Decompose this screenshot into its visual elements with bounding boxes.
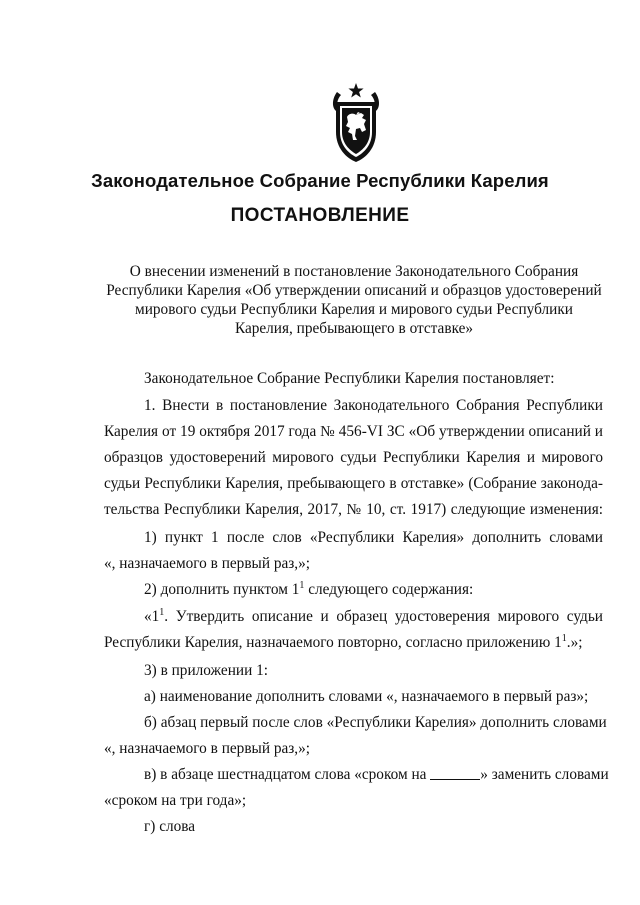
quote-text: . Утвердить описание и образец удостоверения мирового судьи <box>164 608 603 625</box>
paragraph-1-line: Карелия от 19 октября 2017 года № 456-VI ЗС «Об утверждении описаний и <box>104 423 603 440</box>
quote-superscript: 1 <box>159 607 165 618</box>
item-1-line: 1) пункт 1 после слов «Республики Карелия» дополнить словами <box>144 529 603 546</box>
paragraph-1-line: судьи Республики Карелия, пребывающего в отставке» (Собрание законода- <box>104 475 603 492</box>
document-subject <box>100 262 608 338</box>
item-3b-line: «, назначаемого в первый раз,»; <box>104 740 311 757</box>
item-3a-line: а) наименование дополнить словами «, назначаемого в первый раз»; <box>144 688 589 705</box>
coat-of-arms-of-karelia-emblem <box>328 82 384 164</box>
subject-line: О внесении изменений в постановление Законодательного Собрания <box>129 263 579 280</box>
subject-line: Карелия, пребывающего в отставке» <box>234 320 474 337</box>
quote-line-2-end: .»; <box>566 634 583 651</box>
item-3v-line <box>144 765 609 784</box>
subject-line: мирового судьи Республики Карелия и мирового судьи Республики <box>135 301 573 318</box>
subject-line: Республики Карелия «Об утверждении описаний и образцов удостоверений <box>106 282 602 299</box>
quote-line-2-text: Республики Карелия, назначаемого повторно, согласно приложению 1 <box>104 634 562 651</box>
paragraph-1-line: тельства Республики Карелия, 2017, № 10, ст. 1917) следующие изменения: <box>104 501 603 518</box>
organization-title: Законодательное Собрание Республики Карелия <box>91 170 549 191</box>
item-1-line: «, назначаемого в первый раз,»; <box>104 555 311 572</box>
item-2-text: 2) дополнить пунктом 1 <box>144 581 300 598</box>
item-3-line: 3) в приложении 1: <box>144 662 268 679</box>
quote-line-2 <box>104 633 603 652</box>
item-2-superscript: 1 <box>299 580 305 591</box>
intro-paragraph: Законодательное Собрание Республики Карелия постановляет: <box>144 370 555 387</box>
item-3v-text-end: » заменить словами <box>480 766 609 783</box>
item-3g-line: г) слова <box>144 818 196 835</box>
quote-open: «1 <box>144 608 160 625</box>
paragraph-1-line: образцов удостоверений мирового судьи Республики Карелия и мирового <box>104 449 603 466</box>
paragraph-1-line: 1. Внести в постановление Законодательного Собрания Республики <box>144 397 603 414</box>
item-3v-text: в) в абзаце шестнадцатом слова «сроком на <box>144 766 427 783</box>
item-3b-line: б) абзац первый после слов «Республики Карелия» дополнить словами <box>144 714 607 731</box>
quote-line <box>144 607 603 626</box>
item-3v-line-2: «сроком на три года»; <box>104 792 247 809</box>
document-type-title: ПОСТАНОВЛЕНИЕ <box>230 205 410 226</box>
quote-line-2-superscript: 1 <box>561 633 567 644</box>
item-2-text-end: следующего содержания: <box>304 581 474 598</box>
item-2-line <box>144 580 603 599</box>
blank-underline <box>430 767 480 780</box>
